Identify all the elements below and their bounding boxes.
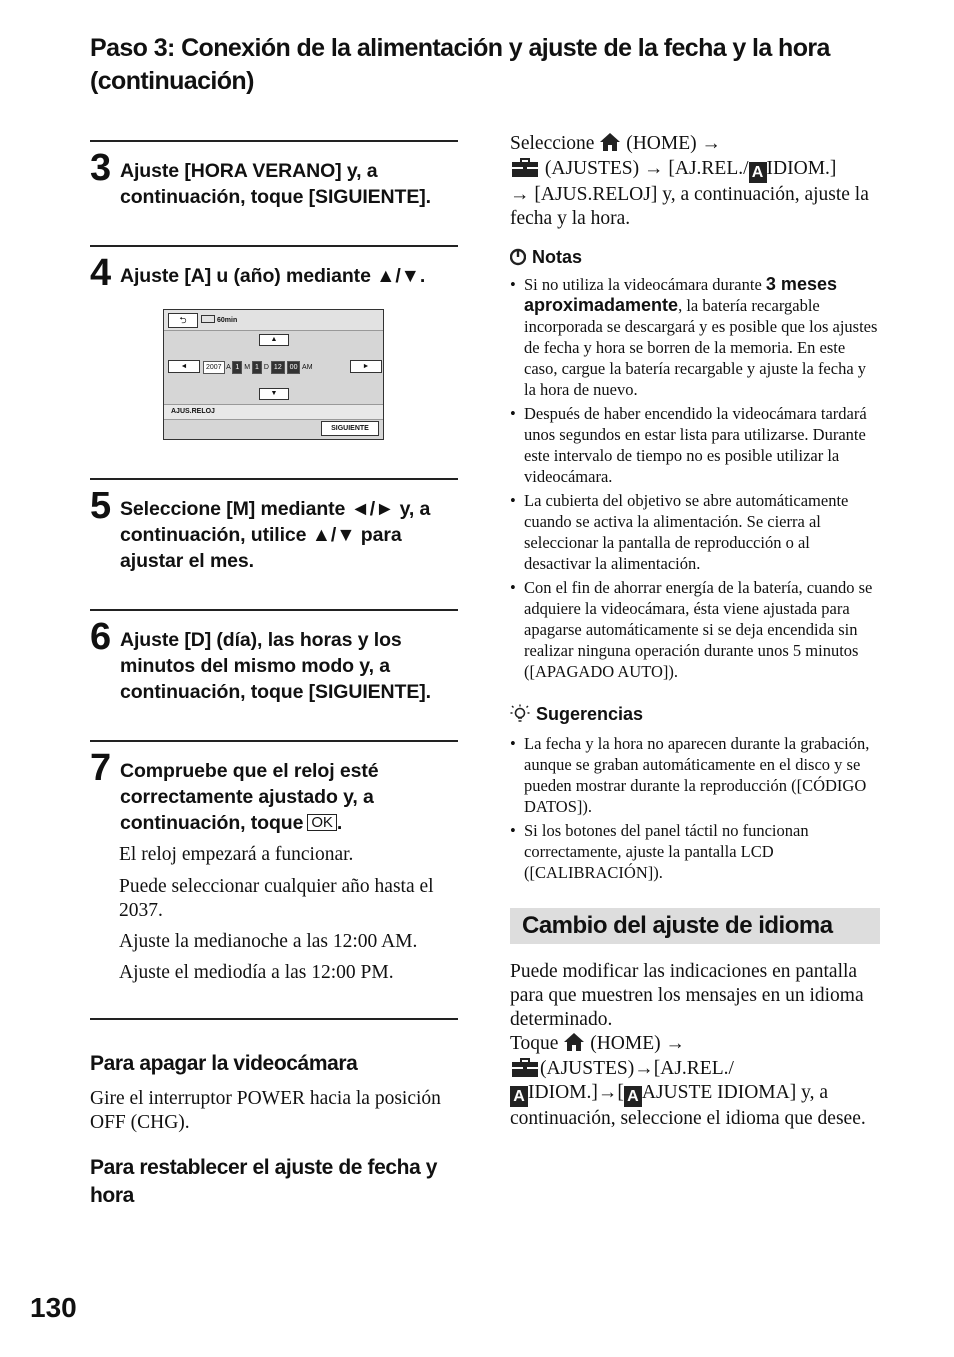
step-5 bbox=[90, 486, 462, 576]
instruction-text: Toque bbox=[510, 1033, 559, 1054]
notes-heading bbox=[510, 246, 582, 268]
step-number: 4 bbox=[90, 252, 112, 294]
language-instructions bbox=[510, 1032, 882, 1131]
toolbox-icon bbox=[510, 1056, 540, 1078]
tips-heading bbox=[510, 703, 643, 725]
tips-list bbox=[510, 733, 880, 886]
year-unit: A bbox=[226, 364, 231, 371]
language-section-heading: Cambio del ajuste de idioma bbox=[522, 912, 833, 939]
divider bbox=[90, 478, 458, 480]
return-button[interactable]: ⮌ bbox=[168, 313, 198, 328]
left-arrow-button[interactable]: ◄ bbox=[168, 360, 200, 373]
list-item: • La fecha y la hora no aparecen durante la grabación, aunque se graban automáticamente en el disco y se pueden mostrar durante la reproducción ([CÓDIGO DATOS]). bbox=[510, 733, 880, 817]
intro-text: (AJUSTES) → [AJ.REL./ bbox=[544, 158, 749, 179]
power-off-text: Gire el interruptor POWER hacia la posición OFF (CHG). bbox=[90, 1088, 441, 1133]
step-text: Ajuste [HORA VERANO] y, a continuación, toque [SIGUIENTE]. bbox=[120, 160, 431, 208]
step-number: 5 bbox=[90, 485, 112, 527]
a-letter-icon: A bbox=[624, 1086, 642, 1107]
battery-icon bbox=[201, 315, 215, 323]
battery-indicator bbox=[201, 315, 237, 324]
ok-button-glyph: OK bbox=[307, 814, 336, 831]
step-4 bbox=[90, 253, 462, 293]
instruction-text: AJUSTE IDIOMA] y, a continuación, seleccione el idioma que desee. bbox=[510, 1082, 866, 1129]
notes-heading-text: Notas bbox=[532, 247, 583, 267]
down-arrow-button[interactable]: ▼ bbox=[259, 388, 289, 400]
list-item bbox=[510, 274, 880, 400]
step-6 bbox=[90, 617, 462, 707]
up-arrow-button[interactable]: ▲ bbox=[259, 334, 289, 346]
day-value[interactable]: 1 bbox=[252, 361, 262, 374]
clock-setting-instructions bbox=[510, 132, 882, 231]
intro-text: (HOME) → bbox=[626, 133, 721, 154]
list-item: • Después de haber encendido la videocámara tardará unos segundos en estar lista para utilizarse. Durante este intervalo de tiempo no es posible utilizar la videocámara. bbox=[510, 403, 880, 487]
list-item: • Si los botones del panel táctil no funcionan correctamente, ajuste la pantalla LCD ([CALIBRACIÓN]). bbox=[510, 820, 880, 883]
list-item: • Con el fin de ahorrar energía de la batería, cuando se adquiere la videocámara, ésta viene ajustada para apagarse automáticamente si se deja encendida sin realizar ninguna operación durante unos 5 minutos ([APAGADO AUTO]). bbox=[510, 577, 880, 682]
step-7-detail: El reloj empezará a funcionar. bbox=[119, 844, 354, 865]
step-number: 6 bbox=[90, 616, 112, 658]
page-number: 130 bbox=[30, 1292, 77, 1323]
hour-value[interactable]: 12 bbox=[271, 361, 285, 374]
section-heading-band bbox=[510, 908, 880, 944]
home-icon bbox=[563, 1032, 585, 1052]
month-value[interactable]: 1 bbox=[232, 361, 242, 374]
notes-list bbox=[510, 274, 880, 685]
step-7-text: Compruebe que el reloj esté correctamente ajustado y, a continuación, toque bbox=[120, 760, 379, 834]
step-number: 3 bbox=[90, 147, 112, 189]
power-off-heading: Para apagar la videocámara bbox=[90, 1052, 358, 1075]
date-time-fields bbox=[203, 361, 313, 372]
step-text: Compruebe que el reloj esté correctamente ajustado y, a continuación, toque OK . bbox=[120, 760, 379, 834]
language-section-body bbox=[510, 960, 882, 1131]
step-text: Ajuste [D] (día), las horas y los minutos del mismo modo y, a continuación, toque [SIGUIENTE]. bbox=[120, 629, 431, 703]
intro-text: → [AJUS.RELOJ] y, a continuación, ajuste la fecha y la hora. bbox=[510, 184, 869, 229]
note-text: , la batería recargable incorporada se descargará y es posible que los ajustes de fecha y hora se borren de la memoria. En este caso, cargue la batería recargable y ajuste la fecha y la hora de nuevo. bbox=[524, 296, 878, 399]
year-value[interactable]: 2007 bbox=[203, 361, 225, 374]
divider bbox=[90, 1018, 458, 1020]
note-text: Si no utiliza la videocámara durante bbox=[524, 275, 766, 294]
instruction-text: IDIOM.]→[ bbox=[528, 1082, 624, 1103]
intro-text: IDIOM.] bbox=[766, 158, 837, 179]
a-letter-icon: A bbox=[749, 162, 767, 183]
ampm-value: AM bbox=[302, 364, 313, 371]
list-item: • La cubierta del objetivo se abre automáticamente cuando se activa la alimentación. Se cierra al seleccionar la pantalla de reproducción o al desactivar la alimentación. bbox=[510, 490, 880, 574]
reset-heading: Para restablecer el ajuste de fecha y hora bbox=[90, 1156, 438, 1207]
screen-label-text: AJUS.RELOJ bbox=[171, 408, 215, 415]
lightbulb-icon bbox=[510, 704, 530, 724]
instruction-text: (AJUSTES)→[AJ.REL./ bbox=[540, 1058, 734, 1079]
divider bbox=[90, 245, 458, 247]
step-7-detail: Puede seleccionar cualquier año hasta el 2037. bbox=[119, 876, 434, 921]
step-text: Seleccione [M] mediante ◄/► y, a continuación, utilice ▲/▼ para ajustar el mes. bbox=[120, 498, 431, 572]
home-icon bbox=[599, 132, 621, 152]
right-arrow-button[interactable]: ► bbox=[350, 360, 382, 373]
step-7 bbox=[90, 748, 462, 838]
step-7-detail: Ajuste la medianoche a las 12:00 AM. bbox=[119, 931, 418, 952]
a-letter-icon: A bbox=[510, 1086, 528, 1107]
instruction-text: (HOME) → bbox=[590, 1033, 685, 1054]
screen-label bbox=[164, 404, 383, 420]
page-title: Paso 3: Conexión de la alimentación y ajuste de la fecha y la hora (continuación) bbox=[90, 34, 830, 95]
battery-time: 60min bbox=[217, 317, 238, 324]
intro-text: Seleccione bbox=[510, 133, 595, 154]
lcd-clock-screen bbox=[163, 309, 384, 440]
minute-value[interactable]: 00 bbox=[287, 361, 301, 374]
step-3 bbox=[90, 148, 462, 210]
lcd-status-bar bbox=[164, 310, 383, 331]
divider bbox=[90, 140, 458, 142]
next-button[interactable]: SIGUIENTE bbox=[321, 421, 379, 436]
tips-heading-text: Sugerencias bbox=[536, 704, 644, 724]
language-intro: Puede modificar las indicaciones en pantalla para que muestren los mensajes en un idioma determinado. bbox=[510, 961, 864, 1030]
toolbox-icon bbox=[510, 156, 540, 178]
step-text: Ajuste [A] u (año) mediante ▲/▼. bbox=[120, 265, 426, 287]
note-emphasis: 3 meses aproximadamente bbox=[524, 274, 837, 315]
divider bbox=[90, 740, 458, 742]
day-unit: D bbox=[263, 364, 269, 371]
divider bbox=[90, 609, 458, 611]
step-7-detail: Ajuste el mediodía a las 12:00 PM. bbox=[119, 962, 394, 983]
note-icon bbox=[510, 248, 526, 266]
month-unit: M bbox=[244, 364, 251, 371]
step-number: 7 bbox=[90, 747, 112, 789]
